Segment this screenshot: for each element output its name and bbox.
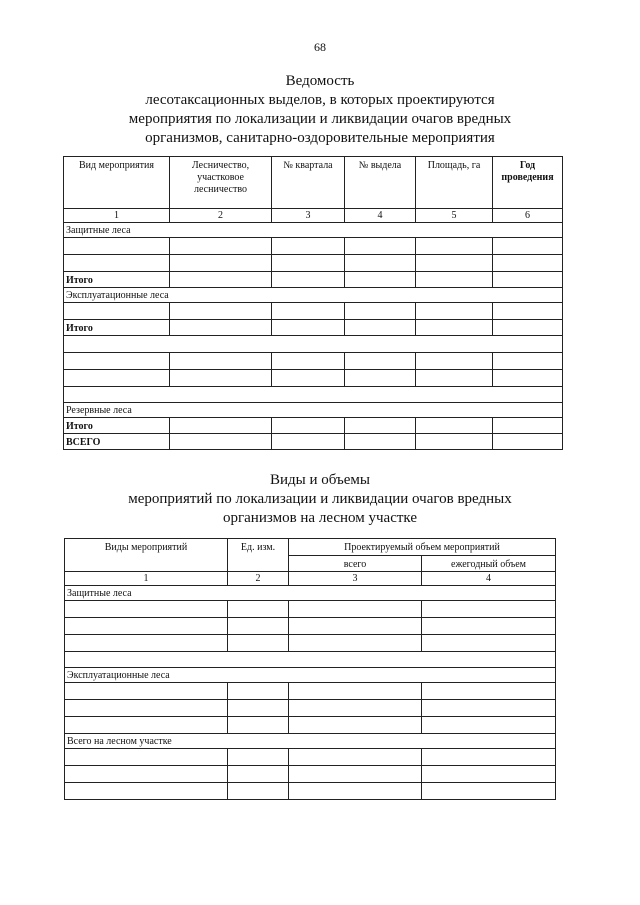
table-row xyxy=(65,618,556,635)
col-number: 4 xyxy=(422,572,556,586)
col-header-quarter: № квартала xyxy=(272,157,345,209)
col-header-unit: Ед. изм. xyxy=(228,539,289,572)
table-row xyxy=(64,336,563,353)
col-number: 3 xyxy=(272,209,345,223)
col-header-activity-types: Виды мероприятий xyxy=(65,539,228,572)
statement-title-line: Ведомость xyxy=(285,73,355,89)
group-site-total: Всего на лесном участке xyxy=(65,734,556,749)
page-number: 68 xyxy=(314,40,326,54)
statement-title-line: мероприятия по локализации и ликвидации очагов вредных xyxy=(128,111,512,127)
group-protective-forests: Защитные леса xyxy=(64,223,563,238)
volumes-title-line: организмов на лесном участке xyxy=(223,510,417,526)
table-row xyxy=(64,255,563,272)
col-header-area: Площадь, га xyxy=(416,157,493,209)
table-row xyxy=(65,766,556,783)
table-row xyxy=(65,635,556,652)
statement-title xyxy=(0,72,640,148)
subtotal-label: Итого xyxy=(64,320,170,336)
col-header-activity-type: Вид мероприятия xyxy=(64,157,170,209)
activity-volumes-table xyxy=(64,538,556,800)
volumes-title xyxy=(0,471,640,528)
forest-plot-statement-table xyxy=(63,156,563,450)
col-number: 2 xyxy=(228,572,289,586)
col-header-forestry: Лесничество, участковое лесничество xyxy=(170,157,272,209)
col-number: 2 xyxy=(170,209,272,223)
subtotal-label: Итого xyxy=(64,272,170,288)
table-row xyxy=(65,652,556,668)
table-row xyxy=(65,700,556,717)
subtotal-label: Итого xyxy=(64,418,170,434)
col-header-annual: ежегодный объем xyxy=(422,556,556,572)
volumes-title-line: Виды и объемы xyxy=(269,472,370,488)
col-number: 3 xyxy=(289,572,422,586)
volumes-title-line: мероприятий по локализации и ликвидации очагов вредных xyxy=(128,491,512,507)
table-row xyxy=(64,238,563,255)
table-row xyxy=(64,303,563,320)
table-row xyxy=(65,783,556,800)
table-row xyxy=(64,387,563,403)
statement-title-line: лесотаксационных выделов, в которых проектируются xyxy=(145,92,495,108)
group-protective-forests: Защитные леса xyxy=(65,586,556,601)
group-operational-forests: Эксплуатационные леса xyxy=(64,288,563,303)
table-row xyxy=(65,717,556,734)
col-number: 4 xyxy=(345,209,416,223)
col-number: 1 xyxy=(64,209,170,223)
col-header-planned-volume: Проектируемый объем мероприятий xyxy=(289,539,556,556)
group-operational-forests: Эксплуатационные леса xyxy=(65,668,556,683)
table-row xyxy=(65,601,556,618)
statement-title-line: организмов, санитарно-оздоровительные мероприятия xyxy=(145,130,495,146)
grand-total-label: ВСЕГО xyxy=(64,434,170,450)
table-row xyxy=(64,370,563,387)
col-number: 1 xyxy=(65,572,228,586)
col-header-total: всего xyxy=(289,556,422,572)
table-row xyxy=(64,353,563,370)
col-number: 6 xyxy=(493,209,563,223)
col-header-year: Год проведения xyxy=(493,157,563,209)
table-row xyxy=(65,683,556,700)
table-row xyxy=(65,749,556,766)
col-header-plot: № выдела xyxy=(345,157,416,209)
col-number: 5 xyxy=(416,209,493,223)
group-reserve-forests: Резервные леса xyxy=(64,403,563,418)
